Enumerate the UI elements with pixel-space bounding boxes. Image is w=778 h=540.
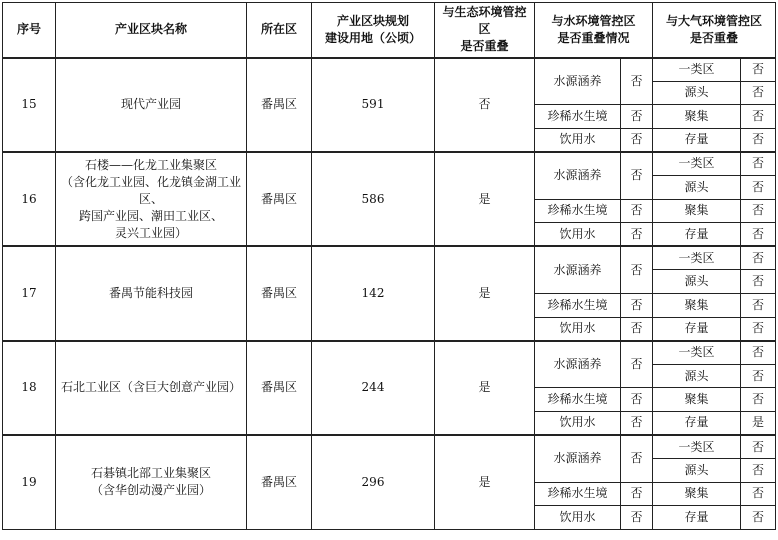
air-value: 否 — [741, 459, 776, 483]
header-water-line1: 与水环境管控区 — [551, 13, 636, 28]
water-value: 否 — [621, 388, 653, 412]
table-row — [3, 341, 776, 365]
water-zone: 珍稀水生境 — [535, 293, 621, 317]
header-water-line2: 是否重叠情况 — [557, 30, 630, 45]
water-zone: 饮用水 — [535, 223, 621, 247]
air-value: 否 — [741, 364, 776, 388]
air-value: 否 — [741, 152, 776, 176]
table-row — [3, 435, 776, 459]
eco-overlap: 否 — [435, 58, 535, 152]
air-value: 否 — [741, 270, 776, 294]
industrial-zone-table — [2, 2, 776, 530]
air-value: 否 — [741, 341, 776, 365]
air-value: 否 — [741, 105, 776, 129]
air-zone: 源头 — [653, 81, 741, 105]
air-value: 否 — [741, 482, 776, 506]
land-area: 591 — [312, 58, 435, 152]
land-area: 142 — [312, 246, 435, 340]
water-zone: 水源涵养 — [535, 435, 621, 482]
zone-name — [56, 58, 247, 152]
air-value: 否 — [741, 175, 776, 199]
water-zone: 珍稀水生境 — [535, 199, 621, 223]
air-zone: 聚集 — [653, 293, 741, 317]
water-zone: 饮用水 — [535, 128, 621, 152]
district: 番禺区 — [247, 341, 312, 435]
header-area-line2: 建设用地（公顷） — [324, 30, 421, 45]
zone-name-line: 番禺节能科技园 — [108, 285, 193, 300]
zone-name-line: （含华创动漫产业园） — [90, 483, 211, 498]
air-value: 否 — [741, 223, 776, 247]
header-name: 产业区块名称 — [56, 3, 247, 58]
water-zone: 珍稀水生境 — [535, 388, 621, 412]
air-zone: 一类区 — [653, 435, 741, 459]
eco-overlap: 是 — [435, 341, 535, 435]
air-zone: 聚集 — [653, 199, 741, 223]
row-index: 19 — [3, 435, 56, 529]
air-value: 是 — [741, 411, 776, 435]
water-zone: 珍稀水生境 — [535, 482, 621, 506]
air-zone: 一类区 — [653, 341, 741, 365]
air-value: 否 — [741, 317, 776, 341]
water-zone: 饮用水 — [535, 317, 621, 341]
air-value: 否 — [741, 293, 776, 317]
table-row — [3, 246, 776, 270]
table-row — [3, 152, 776, 176]
air-value: 否 — [741, 506, 776, 530]
zone-name-line: 跨国产业园、潮田工业区、 — [78, 208, 223, 223]
land-area: 296 — [312, 435, 435, 529]
zone-name-line: （含化龙工业园、化龙镇金湖工业区、 — [60, 174, 241, 206]
air-zone: 聚集 — [653, 105, 741, 129]
header-area-line1: 产业区块规划 — [336, 13, 409, 28]
zone-name-line: 灵兴工业园） — [114, 225, 187, 240]
zone-name-line: 石楼——化龙工业集聚区 — [84, 157, 217, 172]
water-zone: 饮用水 — [535, 411, 621, 435]
district: 番禺区 — [247, 435, 312, 529]
eco-overlap: 是 — [435, 246, 535, 340]
zone-name — [56, 341, 247, 435]
district: 番禺区 — [247, 152, 312, 246]
water-zone: 水源涵养 — [535, 152, 621, 199]
zone-name — [56, 246, 247, 340]
header-air — [653, 3, 776, 58]
air-zone: 一类区 — [653, 246, 741, 270]
air-zone: 存量 — [653, 317, 741, 341]
header-eco-line1: 与生态环境管控区 — [442, 5, 527, 37]
row-index: 15 — [3, 58, 56, 152]
water-zone: 水源涵养 — [535, 246, 621, 293]
air-value: 否 — [741, 81, 776, 105]
water-zone: 水源涵养 — [535, 58, 621, 105]
air-zone: 存量 — [653, 506, 741, 530]
air-zone: 存量 — [653, 128, 741, 152]
header-air-line1: 与大气环境管控区 — [666, 13, 763, 28]
air-zone: 源头 — [653, 175, 741, 199]
header-water — [535, 3, 653, 58]
row-index: 17 — [3, 246, 56, 340]
air-zone: 存量 — [653, 411, 741, 435]
water-value: 否 — [621, 199, 653, 223]
land-area: 244 — [312, 341, 435, 435]
air-value: 否 — [741, 246, 776, 270]
water-zone: 饮用水 — [535, 506, 621, 530]
water-value: 否 — [621, 128, 653, 152]
header-air-line2: 是否重叠 — [690, 30, 739, 45]
water-value: 否 — [621, 152, 653, 199]
table-body — [3, 58, 776, 530]
zone-name-line: 现代产业园 — [120, 97, 181, 112]
air-zone: 存量 — [653, 223, 741, 247]
water-value: 否 — [621, 105, 653, 129]
row-index: 18 — [3, 341, 56, 435]
water-value: 否 — [621, 223, 653, 247]
eco-overlap: 是 — [435, 435, 535, 529]
water-value: 否 — [621, 293, 653, 317]
header-district: 所在区 — [247, 3, 312, 58]
air-zone: 源头 — [653, 270, 741, 294]
water-zone: 珍稀水生境 — [535, 105, 621, 129]
air-zone: 一类区 — [653, 152, 741, 176]
land-area: 586 — [312, 152, 435, 246]
air-value: 否 — [741, 199, 776, 223]
header-eco-line2: 是否重叠 — [460, 39, 509, 54]
air-zone: 聚集 — [653, 388, 741, 412]
header-eco — [435, 3, 535, 58]
air-value: 否 — [741, 128, 776, 152]
eco-overlap: 是 — [435, 152, 535, 246]
zone-name — [56, 435, 247, 529]
zone-name-line: 石碁镇北部工业集聚区 — [90, 466, 211, 481]
row-index: 16 — [3, 152, 56, 246]
air-value: 否 — [741, 58, 776, 82]
air-zone: 一类区 — [653, 58, 741, 82]
air-zone: 聚集 — [653, 482, 741, 506]
air-zone: 源头 — [653, 459, 741, 483]
water-value: 否 — [621, 246, 653, 293]
air-value: 否 — [741, 388, 776, 412]
header-area — [312, 3, 435, 58]
header-index: 序号 — [3, 3, 56, 58]
air-value: 否 — [741, 435, 776, 459]
header-row — [3, 3, 776, 58]
water-value: 否 — [621, 482, 653, 506]
water-value: 否 — [621, 317, 653, 341]
district: 番禺区 — [247, 246, 312, 340]
water-value: 否 — [621, 411, 653, 435]
water-value: 否 — [621, 341, 653, 388]
table-row — [3, 58, 776, 82]
air-zone: 源头 — [653, 364, 741, 388]
district: 番禺区 — [247, 58, 312, 152]
zone-name — [56, 152, 247, 246]
water-value: 否 — [621, 506, 653, 530]
water-value: 否 — [621, 435, 653, 482]
zone-name-line: 石北工业区（含巨大创意产业园） — [60, 380, 241, 395]
water-zone: 水源涵养 — [535, 341, 621, 388]
water-value: 否 — [621, 58, 653, 105]
